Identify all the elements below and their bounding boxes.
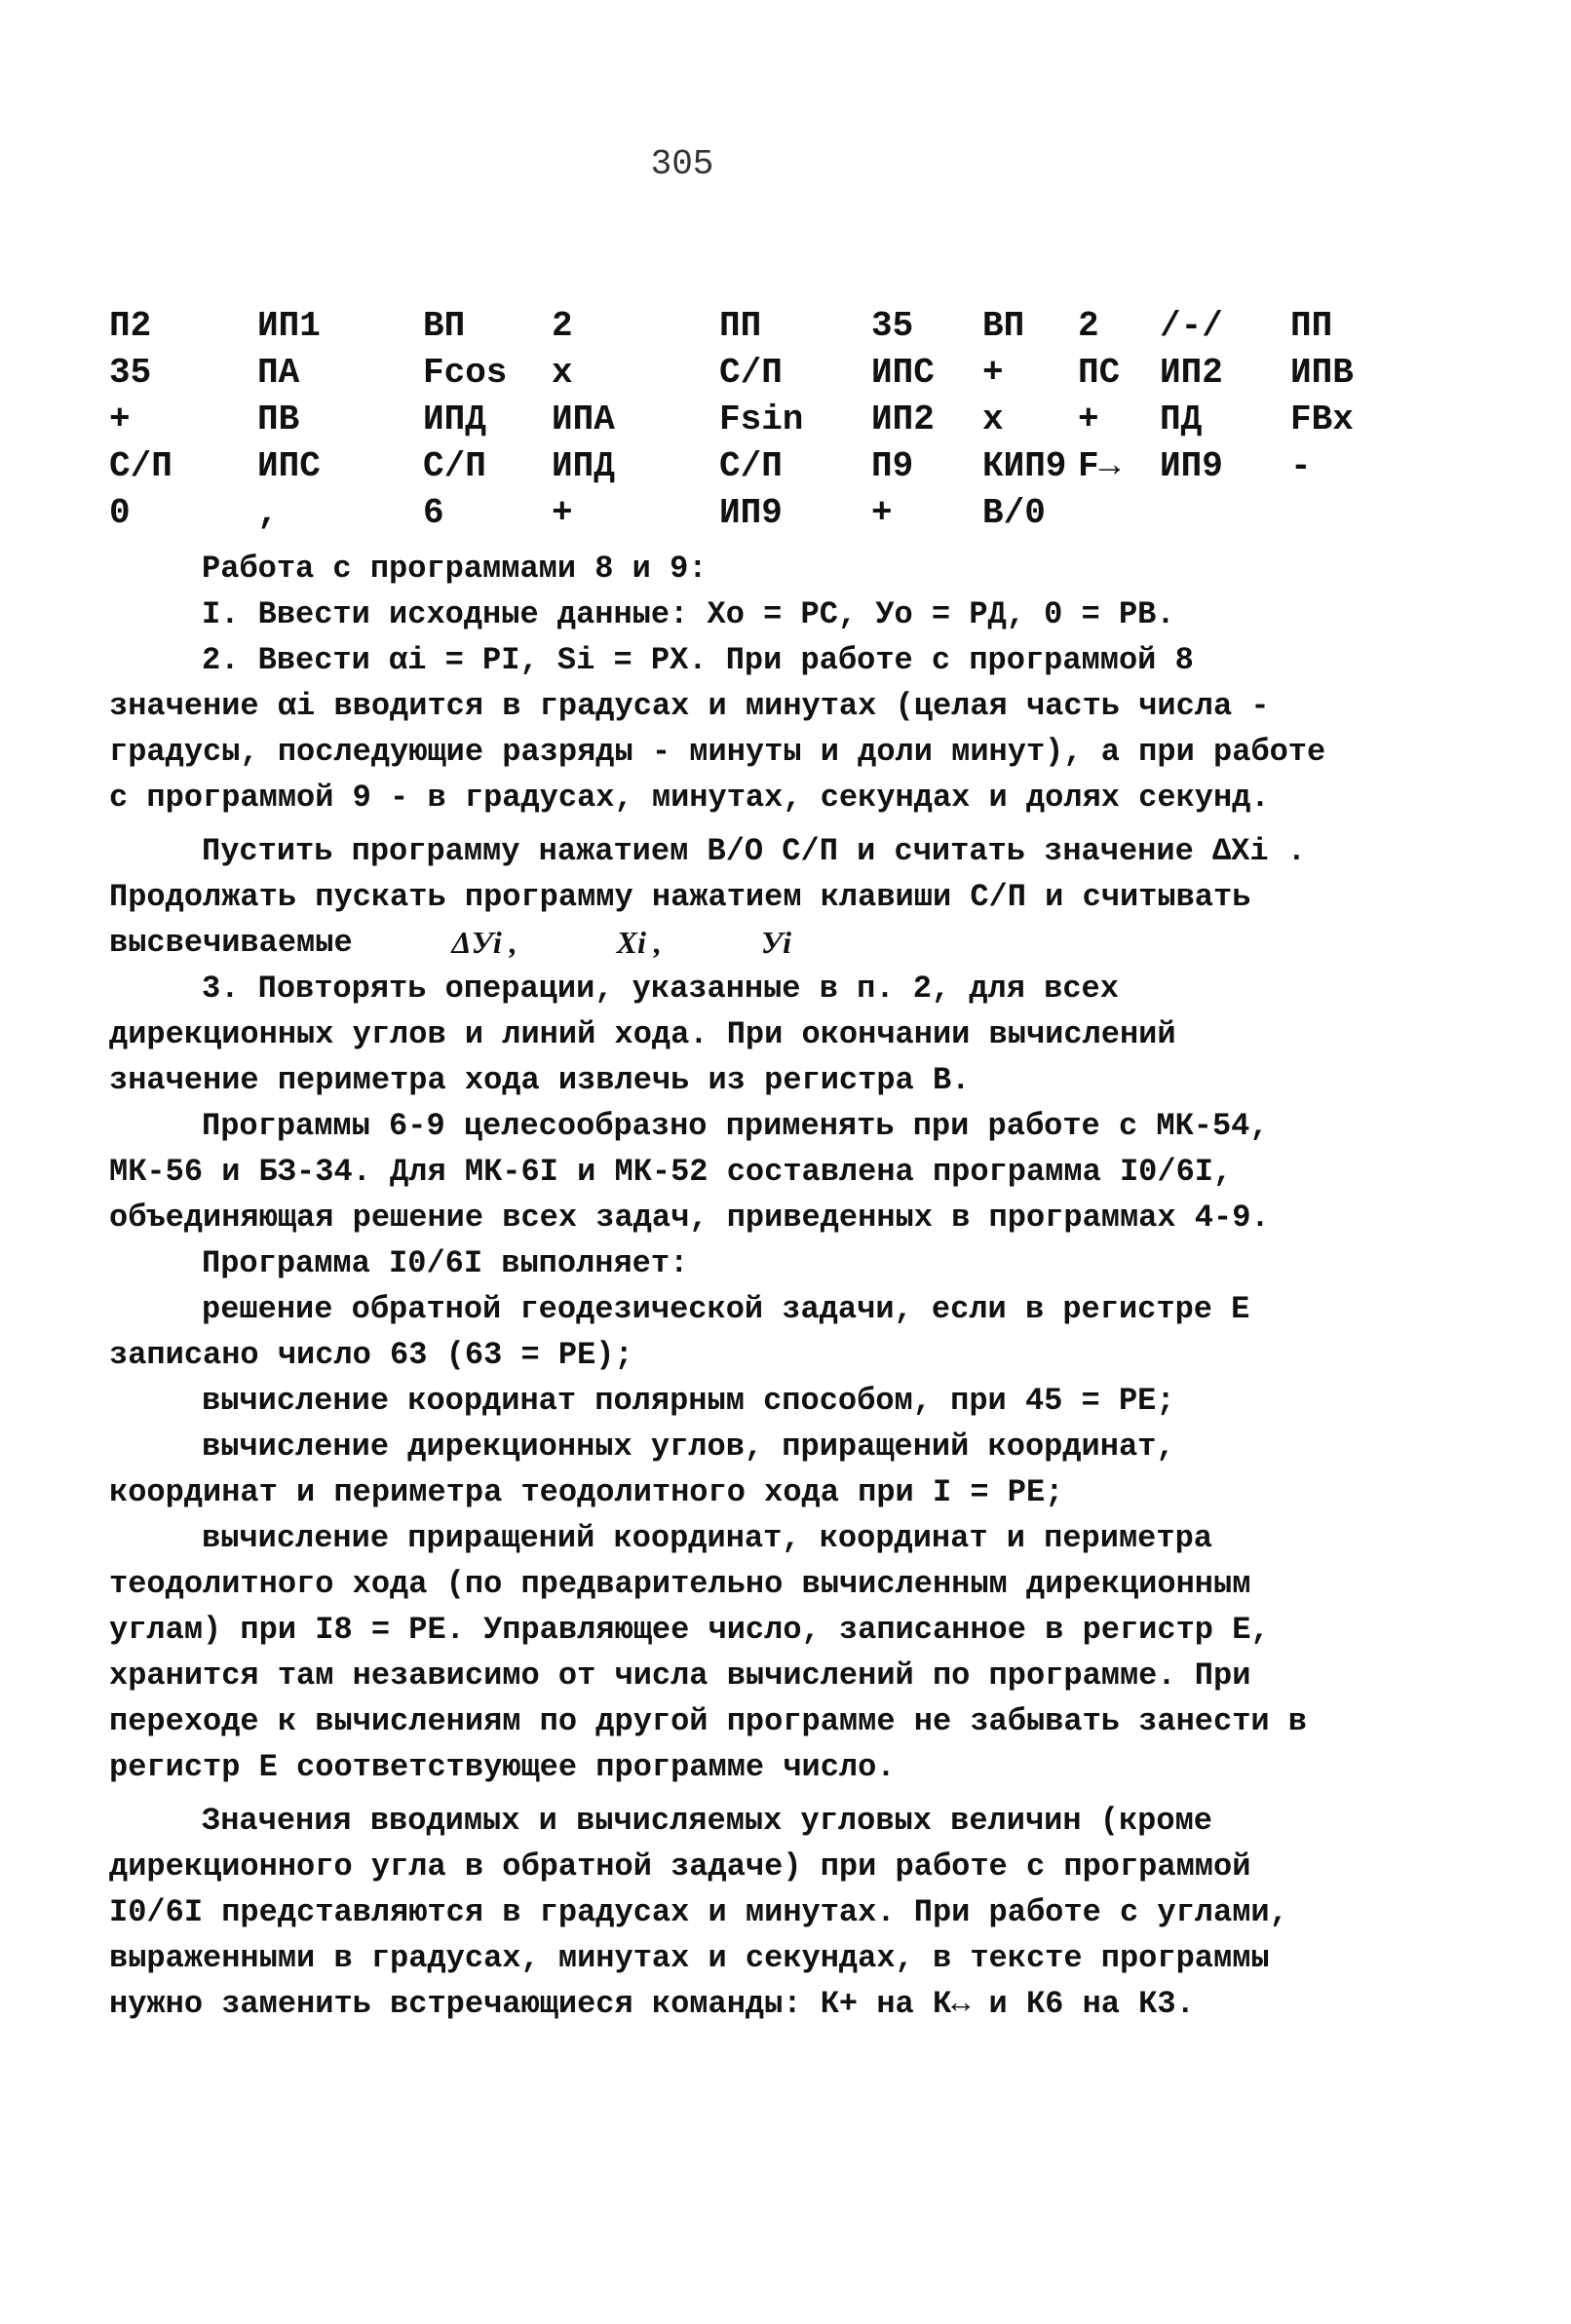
step-2: 2. Ввести αi = PI, Si = РХ. При работе с программой 8 значение αi вводится в градусах и минутах (целая часть числа - градусы, последующие разряды - минуты и доли минут), а при работе с программой 9 - в градусах, минутах, секундах и долях секунд. — [109, 642, 1326, 816]
program-10-mode-18: вычисление приращений координат, координат и периметра теодолитного хода (по предварительно вычисленным дирекционным углам) при I8 = РЕ. Управляющее число, записанное в регистр Е, хранится там независимо от числа вычислений по программе. При переходе к вычислениям по другой программе не забывать занести в регистр Е соответствующее программе число. — [109, 1520, 1307, 1785]
program-code-cell: ПД — [1160, 399, 1203, 439]
program-code-cell — [1078, 489, 1160, 536]
displayed-values-label: высвечиваемые — [109, 925, 353, 961]
program-code-row — [109, 302, 1384, 349]
program-code-cell: П9 — [871, 445, 914, 486]
program-code-body — [109, 302, 1384, 536]
program-code-cell: FBx — [1290, 399, 1354, 439]
program-code-cell: ВП — [423, 305, 466, 346]
program-code-cell: Fsin — [719, 399, 804, 439]
program-code-cell: + — [109, 399, 131, 439]
program-code-cell: 2 — [1078, 305, 1099, 346]
program-10-mode-1: вычисление дирекционных углов, приращений координат, координат и периметра теодолитного хода при I = РЕ; — [109, 1429, 1175, 1510]
program-10-mode-45: вычисление координат полярным способом, при 45 = РЕ; — [202, 1383, 1175, 1419]
program-code-cell: ВП — [982, 305, 1025, 346]
continue-instruction: Продолжать пускать программу нажатием клавиши С/П и считывать — [109, 879, 1251, 915]
program-code-cell: x — [552, 352, 573, 393]
program-code-cell: + — [552, 492, 573, 533]
program-code-cell: ИП1 — [257, 305, 321, 346]
program-code-cell: КИП9 — [982, 445, 1067, 486]
y-value: Уi — [760, 925, 791, 960]
program-code-cell: - — [1290, 445, 1312, 486]
document-body — [109, 546, 1327, 2027]
program-code-cell: F→ — [1078, 445, 1121, 486]
step-3: 3. Повторять операции, указанные в п. 2, для всех дирекционных углов и линий хода. При окончании вычислений значение периметра хода извлечь из регистра В. — [109, 971, 1176, 1098]
program-code-cell: ИП2 — [1160, 352, 1223, 393]
program-code-cell: С/П — [719, 445, 783, 486]
program-code-cell: 0 — [109, 492, 131, 533]
program-code-cell: ПП — [719, 305, 762, 346]
program-code-cell: , — [257, 492, 279, 533]
program-code-cell: ПП — [1290, 305, 1333, 346]
program-code-cell: 35 — [871, 305, 914, 346]
program-code-cell: ИП9 — [719, 492, 783, 533]
program-code-cell: 35 — [109, 352, 152, 393]
program-code-cell: + — [982, 352, 1004, 393]
program-code-cell — [1290, 489, 1384, 536]
program-code-cell: С/П — [109, 445, 172, 486]
program-code-cell: 6 — [423, 492, 444, 533]
angle-units-paragraph: Значения вводимых и вычисляемых угловых величин (кроме дирекционного угла в обратной задаче) при работе с программой I0/6I представляются в градусах и минутах. При работе с углами, выраженными в градусах, минутах и секундах, в тексте программы нужно заменить встречающиеся команды: К+ на К↔ и К6 на К3. — [109, 1803, 1288, 2022]
program-code-row — [109, 396, 1384, 442]
program-code-cell: 2 — [552, 305, 573, 346]
program-code-row — [109, 442, 1384, 489]
program-code-cell: ИПА — [552, 399, 615, 439]
program-code-cell: x — [982, 399, 1004, 439]
section-heading: Работа с программами 8 и 9: — [202, 551, 708, 587]
program-code-cell: ПВ — [257, 399, 300, 439]
program-10-mode-63: решение обратной геодезической задачи, если в регистре Е записано число 63 (63 = РЕ); — [109, 1291, 1250, 1373]
delta-y-value: ΔУi , — [451, 925, 517, 960]
program-code-cell: Fcos — [423, 352, 508, 393]
program-code-cell: В/0 — [982, 492, 1046, 533]
program-code-cell: + — [871, 492, 893, 533]
displayed-values-line — [109, 920, 791, 966]
program-code-cell: С/П — [423, 445, 486, 486]
program-code-cell: ИПД — [552, 445, 615, 486]
programs-paragraph: Программы 6-9 целесообразно применять при работе с МК-54, МК-56 и БЗ-34. Для МК-6I и МК-52 составлена программа I0/6I, объединяющая решение всех задач, приведенных в программах 4-9. — [109, 1108, 1270, 1236]
program-code-cell — [1160, 489, 1290, 536]
program-code-cell: П2 — [109, 305, 152, 346]
program-code-cell: ИПВ — [1290, 352, 1354, 393]
program-code-cell: ИПС — [871, 352, 935, 393]
program-code-table — [109, 302, 1384, 536]
program-code-cell: /-/ — [1160, 305, 1223, 346]
program-code-cell: ПА — [257, 352, 300, 393]
program-code-cell: ИП2 — [871, 399, 935, 439]
program-code-cell: ИПД — [423, 399, 486, 439]
run-instruction: Пустить программу нажатием В/О С/П и считать значение ΔXi . — [202, 833, 1306, 869]
program-code-cell: ИПС — [257, 445, 321, 486]
program-code-cell: ПС — [1078, 352, 1121, 393]
program-code-cell: С/П — [719, 352, 783, 393]
x-value: Xi , — [616, 925, 662, 960]
program-code-row — [109, 489, 1384, 536]
program-10-intro: Программа I0/6I выполняет: — [202, 1245, 689, 1281]
step-1: I. Ввести исходные данные: Xо = РС, Уо = РД, 0 = РВ. — [202, 596, 1175, 632]
page-number: 305 — [650, 144, 714, 184]
program-code-cell: ИП9 — [1160, 445, 1223, 486]
program-code-row — [109, 349, 1384, 396]
program-code-cell: + — [1078, 399, 1099, 439]
